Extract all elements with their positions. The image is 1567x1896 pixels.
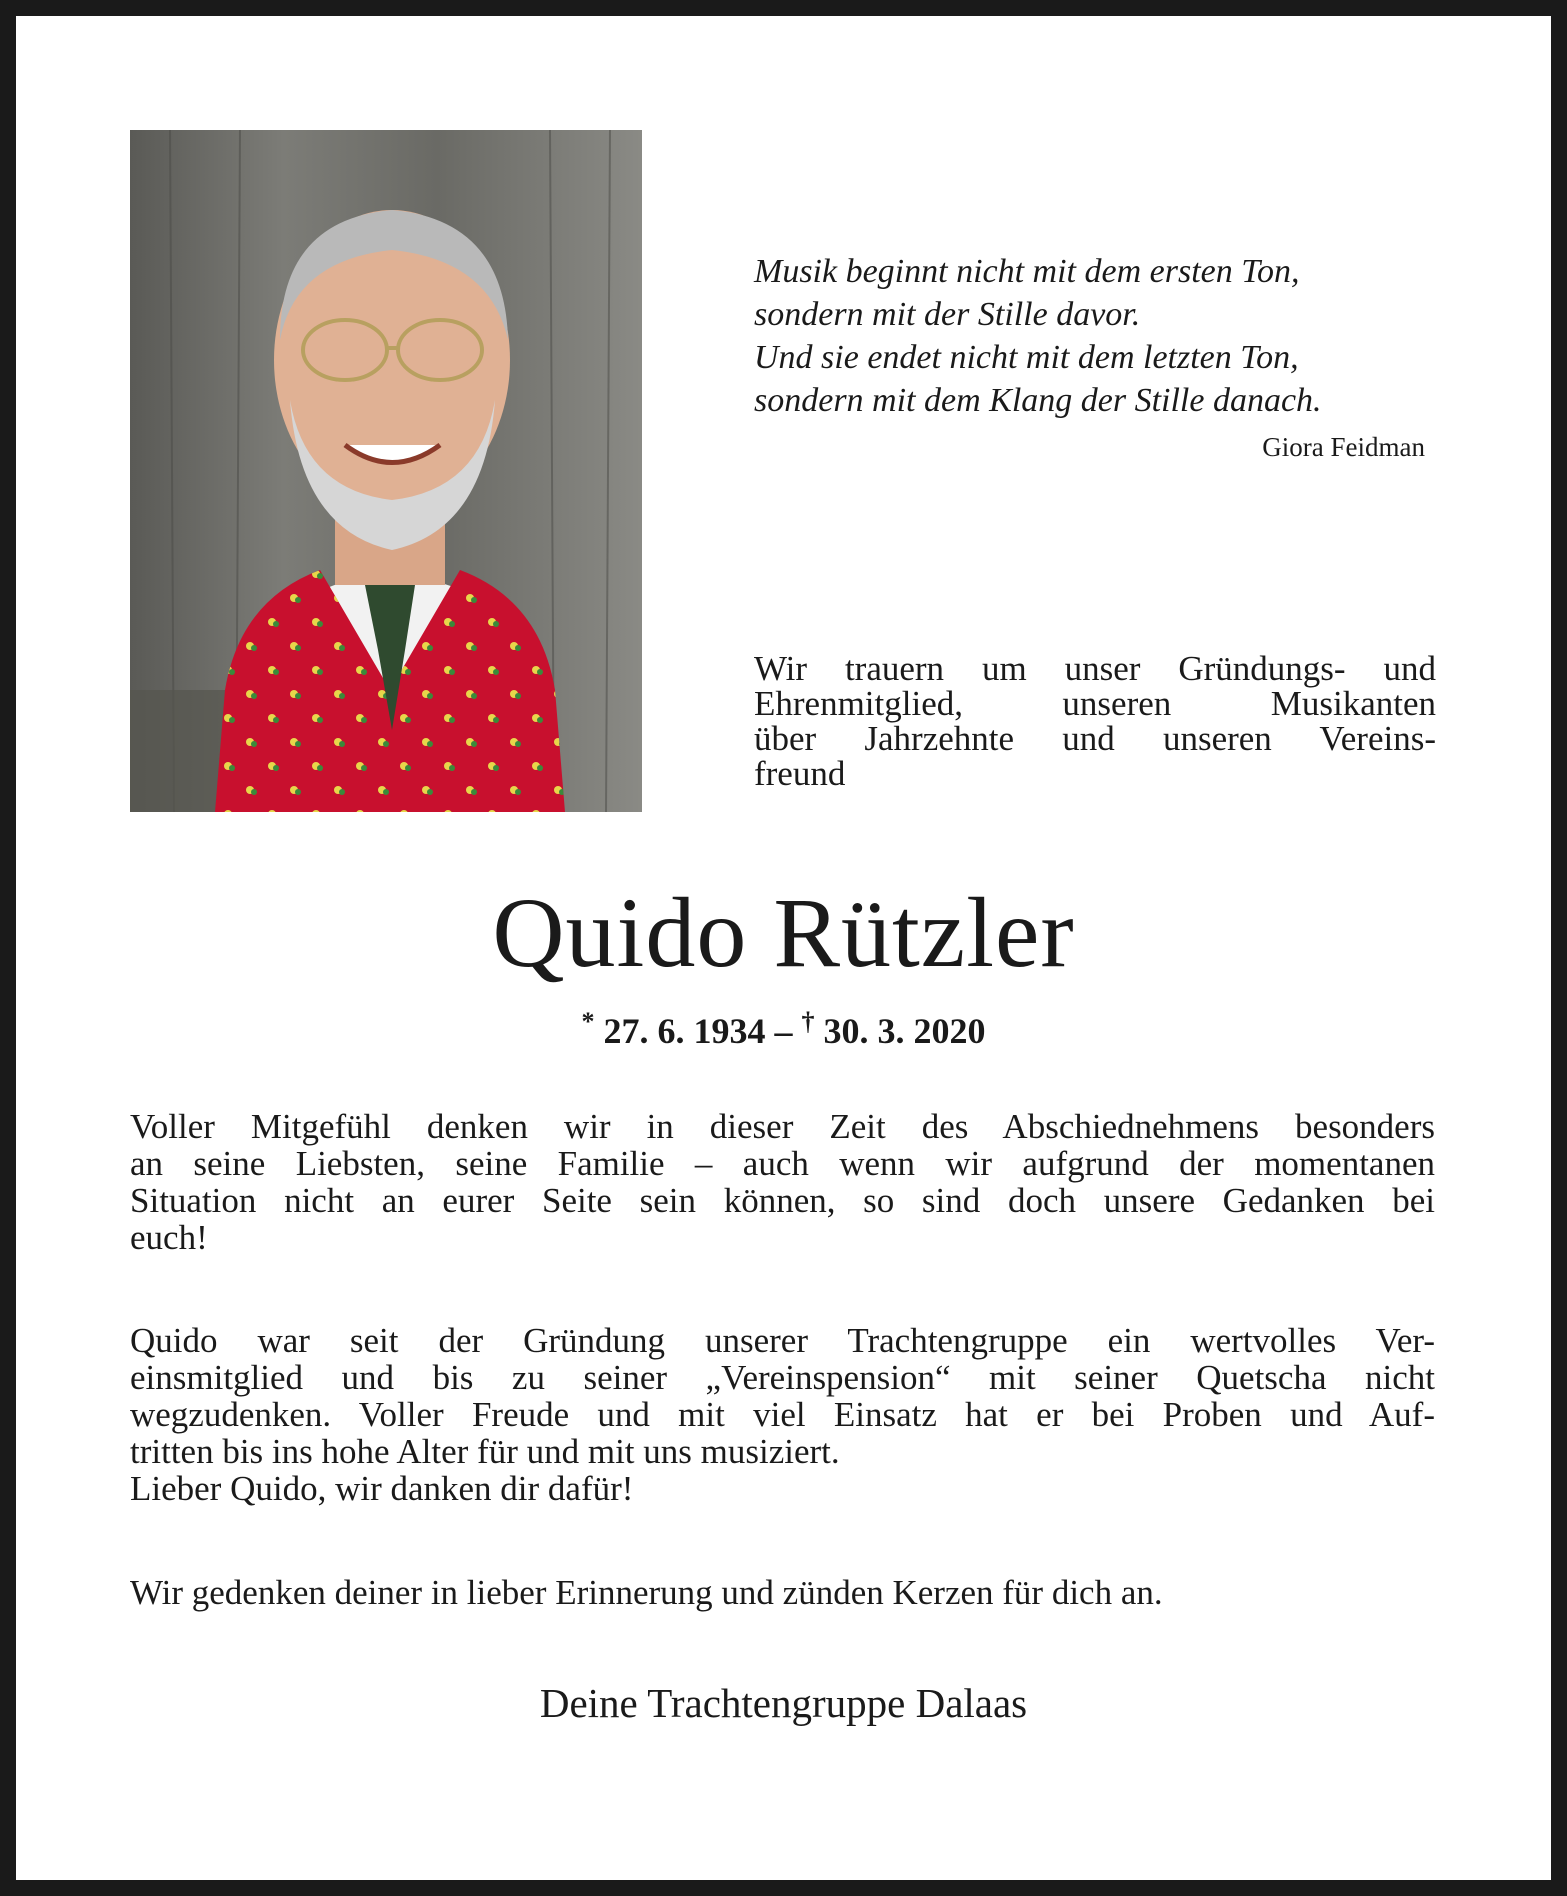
- intro-line: freund: [754, 754, 846, 793]
- epigraph-quote: [754, 250, 1434, 422]
- paragraph-line: euch!: [130, 1218, 208, 1257]
- paragraph-line: an seine Liebsten, seine Familie – auch wenn wir aufgrund der momentanen: [130, 1144, 1435, 1183]
- signature: Deine Trachtengruppe Dalaas: [539, 1680, 1028, 1726]
- quote-line: Musik beginnt nicht mit dem ersten Ton,: [754, 253, 1300, 290]
- paragraph-line: Lieber Quido, wir danken dir dafür!: [130, 1469, 634, 1508]
- paragraph-line: Quido war seit der Gründung unserer Trachtengruppe ein wertvolles Ver-: [130, 1321, 1435, 1360]
- intro-line: Wir trauern um unser Gründungs- und: [754, 649, 1436, 688]
- quote-line: sondern mit dem Klang der Stille danach.: [754, 382, 1322, 419]
- body-paragraph-1: [130, 1108, 1435, 1256]
- quote-line: sondern mit der Stille davor.: [754, 296, 1141, 333]
- death-mark: †: [801, 1007, 815, 1036]
- body-paragraph-3: [130, 1574, 1435, 1611]
- birth-date: 27. 6. 1934: [603, 1011, 766, 1051]
- quote-line: Und sie endet nicht mit dem letzten Ton,: [754, 339, 1299, 376]
- paragraph-line: wegzudenken. Voller Freude und mit viel Einsatz hat er bei Proben und Auf-: [130, 1395, 1435, 1434]
- paragraph-line: Wir gedenken deiner in lieber Erinnerung und zünden Kerzen für dich an.: [130, 1573, 1163, 1612]
- intro-line: über Jahrzehnte und unseren Vereins-: [754, 719, 1436, 758]
- birth-mark: *: [581, 1007, 595, 1036]
- intro-line: Ehrenmitglied, unseren Musikanten: [754, 684, 1436, 723]
- paragraph-line: Voller Mitgefühl denken wir in dieser Zeit des Abschiednehmens besonders: [130, 1107, 1435, 1146]
- paragraph-line: einsmitglied und bis zu seiner „Vereinspension“ mit seiner Quetscha nicht: [130, 1358, 1435, 1397]
- paragraph-line: Situation nicht an eurer Seite sein können, so sind doch unsere Gedanken bei: [130, 1181, 1435, 1220]
- quote-author: Giora Feidman: [1262, 432, 1425, 462]
- date-separator: –: [774, 1011, 793, 1051]
- portrait-photo: [130, 130, 642, 812]
- paragraph-line: tritten bis ins hohe Alter für und mit uns musiziert.: [130, 1432, 840, 1471]
- mourning-intro: [754, 651, 1436, 791]
- life-dates: [0, 1009, 1567, 1053]
- body-paragraph-2: [130, 1322, 1435, 1507]
- death-date: 30. 3. 2020: [823, 1011, 986, 1051]
- deceased-name: Quido Rützler: [492, 877, 1075, 988]
